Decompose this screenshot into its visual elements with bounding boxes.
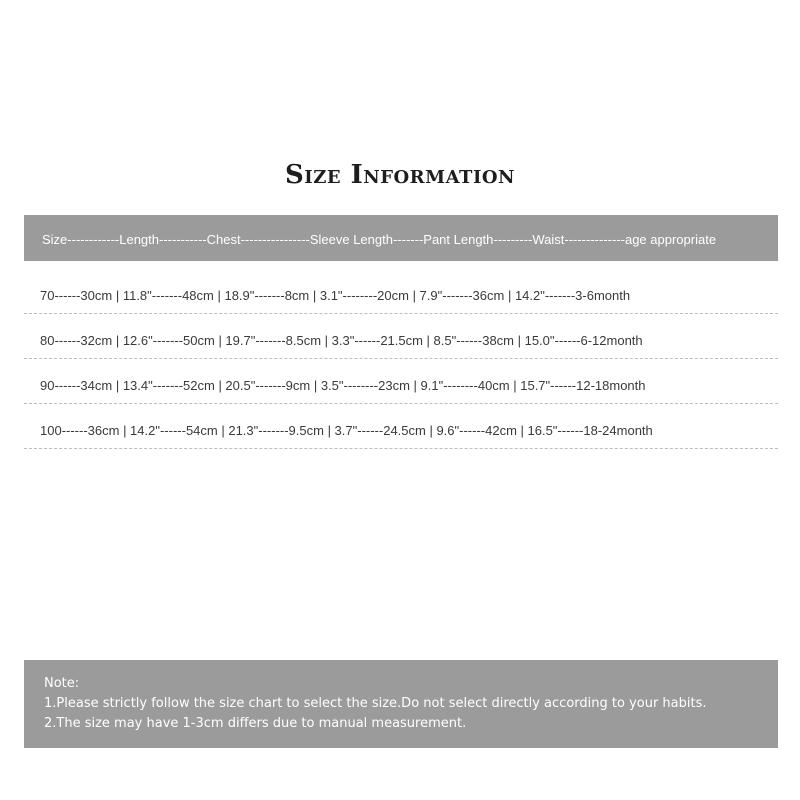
- note-box: [24, 660, 778, 748]
- row-divider: [24, 403, 778, 404]
- page-title: Size Information: [285, 160, 515, 190]
- note-line-1: 1.Please strictly follow the size chart to select the size.Do not select directly according to your habits.: [44, 696, 707, 711]
- table-row: [24, 276, 778, 321]
- size-table-header: [24, 215, 778, 261]
- row-divider: [24, 313, 778, 314]
- table-row-text: 100------36cm | 14.2"------54cm | 21.3"-------9.5cm | 3.7"------24.5cm | 9.6"------42cm | 16.5"------18-24month: [40, 423, 653, 438]
- row-divider: [24, 358, 778, 359]
- row-divider: [24, 448, 778, 449]
- size-table-body: [24, 276, 778, 456]
- table-row: [24, 411, 778, 456]
- table-row-text: 80------32cm | 12.6"-------50cm | 19.7"-------8.5cm | 3.3"------21.5cm | 8.5"------38cm | 15.0"------6-12month: [40, 333, 643, 348]
- note-heading: Note:: [44, 676, 80, 691]
- note-line-2: 2.The size may have 1-3cm differs due to manual measurement.: [44, 716, 467, 731]
- table-row: [24, 321, 778, 366]
- table-row-text: 70------30cm | 11.8"-------48cm | 18.9"-------8cm | 3.1"--------20cm | 7.9"-------36cm | 14.2"-------3-6month: [40, 288, 631, 303]
- table-row-text: 90------34cm | 13.4"-------52cm | 20.5"-------9cm | 3.5"--------23cm | 9.1"--------40cm | 15.7"------12-18month: [40, 378, 646, 393]
- size-table-header-text: Size------------Length-----------Chest----------------Sleeve Length-------Pant Length---------Waist--------------age appropriate: [42, 232, 717, 247]
- table-row: [24, 366, 778, 411]
